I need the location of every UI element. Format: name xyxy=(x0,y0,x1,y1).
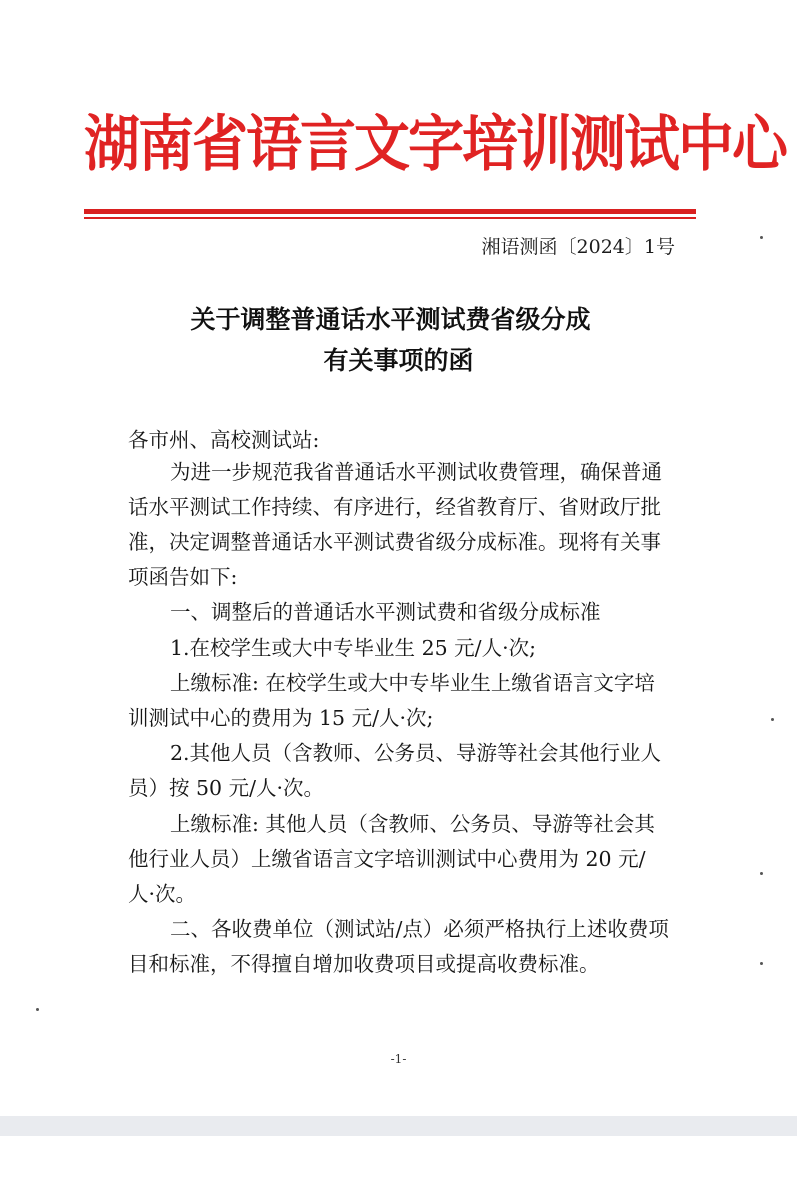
letterhead-org-name: 湖南省语言文字培训测试中心 xyxy=(84,108,786,180)
body-line: 话水平测试工作持续、有序进行，经省教育厅、省财政厅批 xyxy=(128,495,661,519)
body-line: 为进一步规范我省普通话水平测试收费管理，确保普通 xyxy=(170,460,662,484)
document-page-2-top xyxy=(0,1136,797,1204)
document-number: 湘语测函〔2024〕1号 xyxy=(481,236,675,258)
section-heading-2: 二、各收费单位（测试站/点）必须严格执行上述收费项 xyxy=(170,917,669,941)
body-line: 准，决定调整普通话水平测试费省级分成标准。现将有关事 xyxy=(128,530,661,554)
body-line: 人·次。 xyxy=(128,882,197,906)
body-line: 训测试中心的费用为 15 元/人·次; xyxy=(128,706,434,730)
letterhead-rule-thin xyxy=(84,217,696,219)
page-number: -1- xyxy=(390,1052,407,1066)
scan-speck xyxy=(760,962,763,965)
document-title-line-1: 关于调整普通话水平测试费省级分成 xyxy=(190,305,591,334)
document-title-line-2: 有关事项的函 xyxy=(323,346,474,375)
letterhead-rule-thick xyxy=(84,209,696,214)
body-line: 员）按 50 元/人·次。 xyxy=(128,776,325,800)
scan-speck xyxy=(760,236,763,239)
salutation: 各市州、高校测试站: xyxy=(128,428,320,452)
body-line: 上缴标准: 其他人员（含教师、公务员、导游等社会其 xyxy=(170,812,655,836)
section-heading-1: 一、调整后的普通话水平测试费和省级分成标准 xyxy=(170,600,601,624)
body-line: 2.其他人员（含教师、公务员、导游等社会其他行业人 xyxy=(170,741,662,765)
body-line: 项函告如下: xyxy=(128,565,238,589)
scan-speck xyxy=(771,718,774,721)
body-line: 目和标准，不得擅自增加收费项目或提高收费标准。 xyxy=(128,952,600,976)
body-line: 他行业人员）上缴省语言文字培训测试中心费用为 20 元/ xyxy=(128,847,646,871)
body-line: 上缴标准: 在校学生或大中专毕业生上缴省语言文字培 xyxy=(170,671,655,695)
body-line: 1.在校学生或大中专毕业生 25 元/人·次; xyxy=(170,636,537,660)
scan-speck xyxy=(760,872,763,875)
scan-speck xyxy=(36,1008,39,1011)
